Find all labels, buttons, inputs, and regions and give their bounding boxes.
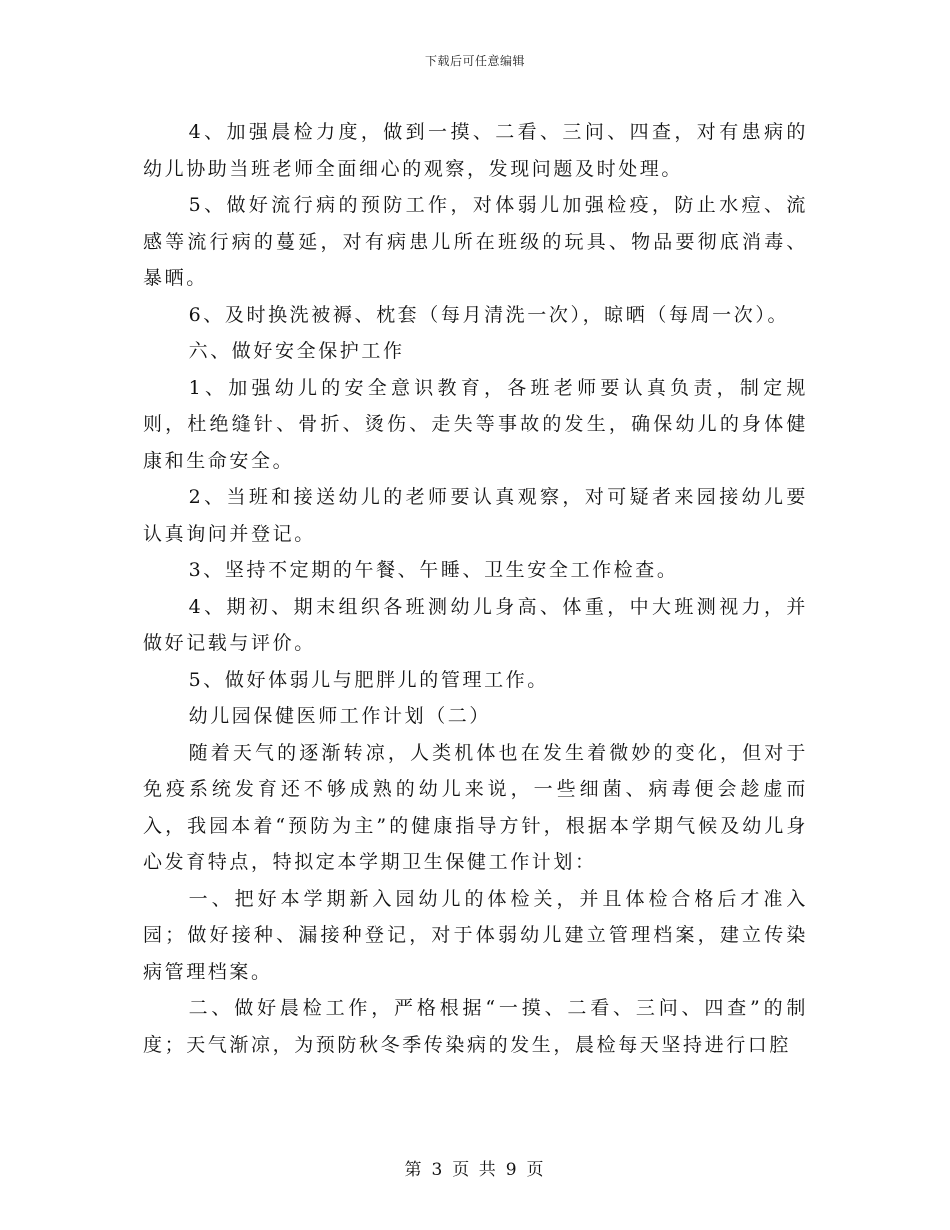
document-subtitle: 幼儿园保健医师工作计划（二） bbox=[188, 705, 491, 727]
footer-page-number: 3 bbox=[431, 1160, 445, 1180]
paragraph: 6、及时换洗被褥、枕套（每月清洗一次），晾晒（每周一次）。 bbox=[188, 303, 790, 326]
page-header: 下载后可任意编辑 bbox=[424, 54, 525, 68]
paragraph: 1、加强幼儿的安全意识教育，各班老师要认真负责，制定规则，杜绝缝针、骨折、烫伤、走失等事故的发生，确保幼儿的身体健康和生命安全。 bbox=[143, 376, 808, 472]
paragraph: 4、加强晨检力度，做到一摸、二看、三问、四查，对有患病的幼儿协助当班老师全面细心的观察，发现问题及时处理。 bbox=[143, 121, 808, 180]
footer-suffix: 页 bbox=[526, 1160, 546, 1180]
footer-prefix: 第 bbox=[404, 1160, 424, 1180]
paragraph: 4、期初、期末组织各班测幼儿身高、体重，中大班测视力，并做好记载与评价。 bbox=[143, 595, 808, 654]
footer-total-pages: 9 bbox=[505, 1160, 519, 1180]
footer-middle: 页 共 bbox=[452, 1160, 498, 1180]
paragraph: 5、做好流行病的预防工作，对体弱儿加强检疫，防止水痘、流感等流行病的蔓延，对有病患儿所在班级的玩具、物品要彻底消毒、暴晒。 bbox=[143, 194, 808, 289]
paragraph: 3、坚持不定期的午餐、午睡、卫生安全工作检查。 bbox=[188, 559, 679, 581]
page-footer bbox=[0, 1155, 950, 1180]
paragraph: 5、做好体弱儿与肥胖儿的管理工作。 bbox=[188, 668, 549, 691]
document-body bbox=[143, 114, 808, 1063]
section-heading: 六、做好安全保护工作 bbox=[188, 340, 405, 362]
paragraph: 随着天气的逐渐转凉，人类机体也在发生着微妙的变化，但对于免疫系统发育还不够成熟的幼儿来说，一些细菌、病毒便会趁虚而入，我园本着“预防为主”的健康指导方针，根据本学期气候及幼儿身心发育特点，特拟定本学期卫生保健工作计划： bbox=[143, 741, 808, 873]
paragraph: 一、把好本学期新入园幼儿的体检关，并且体检合格后才准入园；做好接种、漏接种登记，对于体弱幼儿建立管理档案，建立传染病管理档案。 bbox=[143, 887, 808, 983]
paragraph: 2、当班和接送幼儿的老师要认真观察，对可疑者来园接幼儿要认真询问并登记。 bbox=[143, 486, 808, 545]
paragraph: 二、做好晨检工作，严格根据“一摸、二看、三问、四查”的制度；天气渐凉，为预防秋冬季传染病的发生，晨检每天坚持进行口腔 bbox=[143, 997, 808, 1056]
